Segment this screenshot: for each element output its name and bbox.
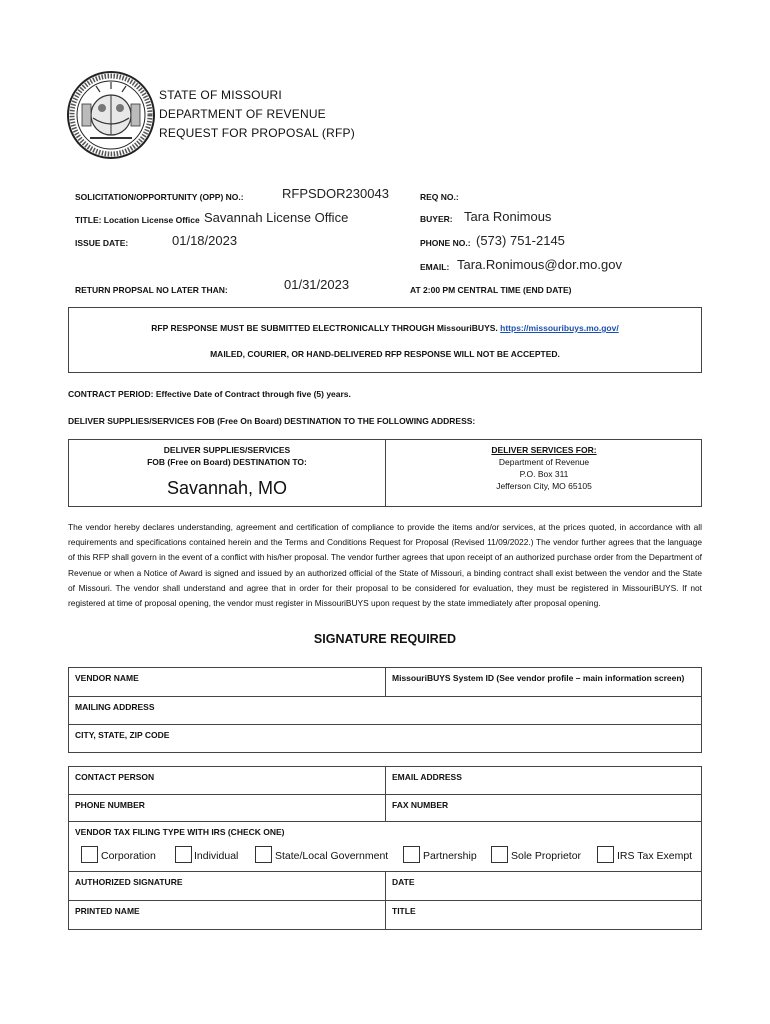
deliver-heading: DELIVER SUPPLIES/SERVICES FOB (Free On Board) DESTINATION TO THE FOLLOWING ADDRESS: — [68, 416, 476, 426]
partnership-option-label: Partnership — [423, 850, 477, 862]
vendor-table — [68, 667, 702, 753]
contract-period: CONTRACT PERIOD: Effective Date of Contract through five (5) years. — [68, 389, 351, 399]
notice-line-1 — [69, 323, 701, 333]
contact-person-cell[interactable] — [69, 767, 386, 795]
system-id-cell[interactable] — [386, 668, 702, 697]
deliver-to-line-1: DELIVER SUPPLIES/SERVICES — [163, 445, 291, 455]
date-label: DATE — [392, 877, 415, 887]
phone-label: PHONE NO.: — [420, 238, 471, 248]
authorized-signature-cell[interactable] — [69, 872, 386, 901]
deliver-for-line-3: Jefferson City, MO 65105 — [496, 481, 592, 491]
buyer-value[interactable]: Tara Ronimous — [464, 209, 552, 224]
irs-tax-exempt-option-label: IRS Tax Exempt — [617, 850, 693, 862]
vendor-name-label: VENDOR NAME — [75, 673, 139, 683]
return-value[interactable]: 01/31/2023 — [284, 277, 350, 292]
return-label: RETURN PROPSAL NO LATER THAN: — [75, 285, 228, 295]
corporation-option-label: Corporation — [101, 850, 156, 862]
header-rfp: REQUEST FOR PROPOSAL (RFP) — [159, 126, 355, 140]
header-department: DEPARTMENT OF REVENUE — [159, 107, 326, 121]
buyer-label: BUYER: — [420, 214, 453, 224]
notice-line-2: MAILED, COURIER, OR HAND-DELIVERED RFP RESPONSE WILL NOT BE ACCEPTED. — [210, 349, 560, 359]
city-state-zip-cell[interactable] — [69, 725, 702, 753]
vendor-name-cell[interactable] — [69, 668, 386, 697]
printed-name-cell[interactable] — [69, 901, 386, 930]
state-local-government-checkbox[interactable] — [255, 846, 272, 863]
deliver-for-heading: DELIVER SERVICES FOR: — [491, 445, 597, 455]
date-cell[interactable] — [386, 872, 702, 901]
sole-proprietor-checkbox[interactable] — [491, 846, 508, 863]
email-value[interactable]: Tara.Ronimous@dor.mo.gov — [457, 257, 622, 272]
issue-date-label: ISSUE DATE: — [75, 238, 129, 248]
notice-box — [68, 307, 702, 373]
corporation-checkbox[interactable] — [81, 846, 98, 863]
mailing-address-cell[interactable] — [69, 697, 702, 725]
delivery-box — [68, 439, 702, 507]
printed-name-label: PRINTED NAME — [75, 906, 140, 916]
phone-number-cell[interactable] — [69, 795, 386, 822]
solicitation-value[interactable]: RFPSDOR230043 — [282, 186, 389, 201]
authorized-signature-label: AUTHORIZED SIGNATURE — [75, 877, 183, 887]
header-state: STATE OF MISSOURI — [159, 88, 282, 102]
title-value[interactable]: Savannah License Office — [204, 210, 349, 225]
fax-number-cell[interactable] — [386, 795, 702, 822]
email-address-label: EMAIL ADDRESS — [392, 772, 462, 782]
deliver-for-line-2: P.O. Box 311 — [519, 469, 569, 479]
vendor-declaration: The vendor hereby declares understanding, agreement and certification of compliance to provide the items and/or services, at the prices quoted, in accordance with all requirements and specifications contained herein and the Terms and Conditions Request for Proposal (Revised 11/09/2022.) The vendor further agrees that the language of this RFP shall govern in the event of a conflict with his/her proposal. The vendor further agrees that upon receipt of an authorized purchase order from the Department of Revenue or when a Notice of Award is signed and issued by an authorized official of the State of Missouri, a binding contract shall exist between the vendor and the State of Missouri. The vendor shall understand and agree that in order for their proposal to be considered for evaluation, they must be registered in MissouriBUYS. If not registered at time of proposal opening, the vendor must register in MissouriBUYS upon request by the state immediately after proposal opening. — [68, 522, 702, 609]
deliver-to-value[interactable]: Savannah, MO — [166, 478, 288, 498]
sole-proprietor-option-label: Sole Proprietor — [511, 850, 582, 862]
fax-number-label: FAX NUMBER — [392, 800, 449, 810]
issue-date-value[interactable]: 01/18/2023 — [172, 233, 238, 248]
signature-heading: SIGNATURE REQUIRED — [313, 632, 457, 646]
req-label: REQ NO.: — [420, 192, 459, 202]
irs-tax-exempt-checkbox[interactable] — [597, 846, 614, 863]
contact-person-label: CONTACT PERSON — [75, 772, 155, 782]
partnership-checkbox[interactable] — [403, 846, 420, 863]
state-local-government-option-label: State/Local Government — [275, 850, 389, 862]
deliver-for-line-1: Department of Revenue — [498, 457, 590, 467]
system-id-label: MissouriBUYS System ID (See vendor profile – main information screen) — [392, 673, 685, 683]
solicitation-label: SOLICITATION/OPPORTUNITY (OPP) NO.: — [75, 192, 244, 202]
email-label: EMAIL: — [420, 262, 450, 272]
state-seal-icon — [66, 70, 156, 160]
header-block — [159, 86, 355, 143]
individual-option-label: Individual — [194, 850, 239, 862]
title-label: TITLE: Location License Office — [75, 215, 200, 225]
deliver-to-line-2: FOB (Free on Board) DESTINATION TO: — [147, 457, 307, 467]
notice-text: RFP RESPONSE MUST BE SUBMITTED ELECTRONICALLY THROUGH MissouriBUYS. — [151, 323, 498, 333]
tax-type-label: VENDOR TAX FILING TYPE WITH IRS (CHECK ONE) — [75, 827, 285, 837]
phone-value[interactable]: (573) 751-2145 — [476, 233, 565, 248]
city-state-zip-label: CITY, STATE, ZIP CODE — [75, 730, 170, 740]
title-cell[interactable] — [386, 901, 702, 930]
phone-number-label: PHONE NUMBER — [75, 800, 145, 810]
email-address-cell[interactable] — [386, 767, 702, 795]
title-field-label: TITLE — [392, 906, 416, 916]
missouribuys-link[interactable]: https://missouribuys.mo.gov/ — [500, 323, 619, 333]
individual-checkbox[interactable] — [175, 846, 192, 863]
time-label: AT 2:00 PM CENTRAL TIME (END DATE) — [410, 285, 572, 295]
mailing-address-label: MAILING ADDRESS — [75, 702, 155, 712]
